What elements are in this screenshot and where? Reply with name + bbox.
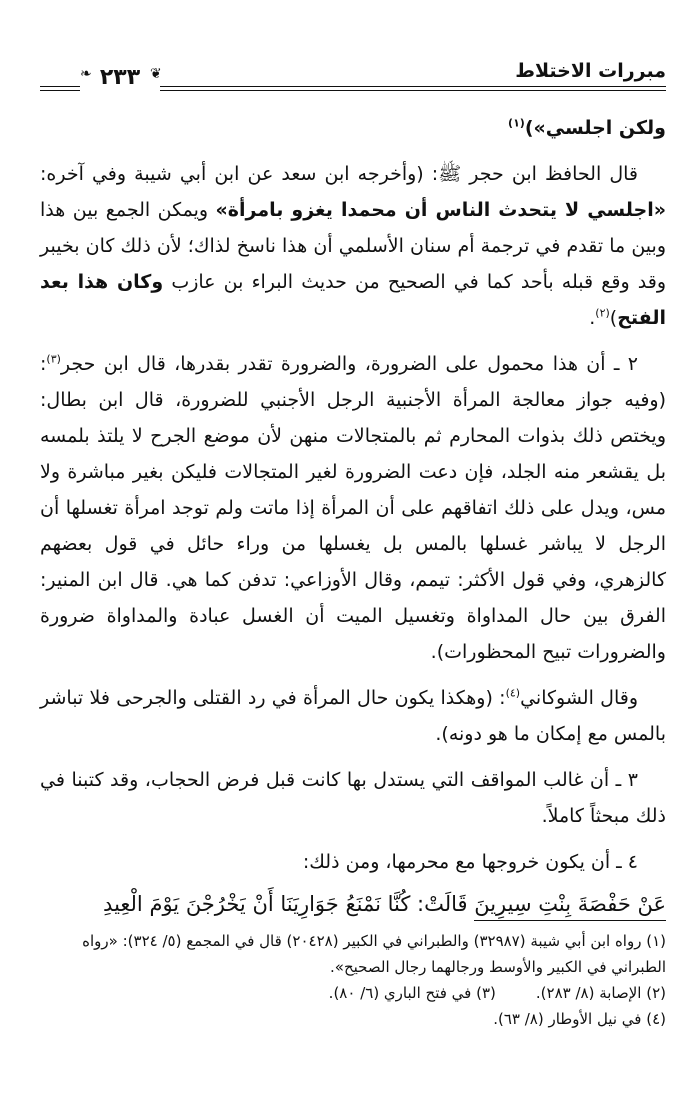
page-number: ٢٣٣ [99, 64, 141, 90]
footnote: (٣) في فتح الباري (٦/ ٨٠). [328, 984, 496, 1002]
text: وقال الشوكاني [520, 687, 639, 709]
footnote-ref: (٢) [595, 306, 610, 320]
text: : (وهكذا يكون حال المرأة في رد القتلى والجرحى فلا تباشر بالمس مع إمكان ما هو دونه). [40, 687, 666, 745]
page-number-box [84, 60, 156, 94]
text: ولكن اجلسي») [524, 117, 666, 139]
paragraph [40, 156, 666, 336]
main-text [40, 110, 666, 934]
paragraph: ٤ ـ أن يكون خروجها مع محرمها، ومن ذلك: [302, 851, 638, 873]
footnote-ref: (٤) [505, 686, 521, 700]
running-title: مبررات الاختلاط [509, 60, 666, 82]
footnote: (٢) الإصابة (٨/ ٢٨٣). [535, 984, 666, 1002]
text: ويمكن الجمع بين هذا وبين ما تقدم في ترجمة أم سنان الأسلمي أن هذا ناسخ لذاك؛ لأن ذلك كان بخيبر وقد وقع قبله بأحد كما في الصحيح من حديث البراء بن عازب [40, 199, 667, 293]
paragraph [40, 680, 666, 752]
ornament-icon: ❦ [150, 66, 162, 82]
footnote: (١) رواه ابن أبي شيبة (٣٢٩٨٧) والطبراني في الكبير (٢٠٤٢٨) قال في المجمع (٥/ ٣٢٤): «رواه الطبراني في الكبير والأوسط ورجالهما رجال الصحيح». [82, 932, 666, 976]
ornament-icon: ❧ [80, 66, 92, 82]
text: : (وفيه جواز معالجة المرأة الأجنبية الرجل الأجنبي للضرورة، قال ابن بطال: ويختص ذلك بذوات المحارم ثم بالمتجالات منهن لأن موضع الجرح لا يلتذ بلمسه بل يقشعر منه الجلد، فإن دعت الضرورة لغير المتجالات فليكن بغير مباشرة ولا مس، ويدل على ذلك اتفاقهم على أن المرأة إذا ماتت ولم توجد امرأة تغسلها أن الرجل لا يباشر غسلها بالمس بل يغسلها من وراء حائل في قول بعضهم كالزهري، وفي قول الأكثر: تيمم، وقال الأوزاعي: تدفن كما هي. قال ابن المنير: الفرق بين حال المداواة وتغسيل الميت أن الغسل عبادة والمداواة ضرورة والضرورات تبيح المحظورات). [40, 353, 666, 663]
text: . [589, 307, 596, 329]
header-rule [40, 90, 80, 91]
header-rule [40, 86, 80, 87]
paragraph: ٣ ـ أن غالب المواقف التي يستدل بها كانت قبل فرض الحجاب، وقد كتبنا في ذلك مبحثاً كاملاً. [40, 769, 666, 827]
paragraph [40, 110, 666, 146]
text: قال الحافظ ابن حجر ﷺ: (وأخرجه ابن سعد عن ابن أبي شيبة وفي آخره: [40, 163, 638, 185]
footnotes [40, 928, 666, 1032]
footnote: (٤) في نيل الأوطار (٨/ ٦٣). [493, 1010, 666, 1028]
text: وكان هذا بعد الفتح [40, 271, 666, 329]
text: ٢ ـ أن هذا محمول على الضرورة، والضرورة تقدر بقدرها، قال ابن حجر [60, 353, 638, 375]
footnote-ref: (٣) [46, 352, 61, 366]
text: «اجلسي لا يتحدث الناس أن محمدا يغزو بامرأة» [215, 199, 667, 221]
page-header [40, 58, 666, 98]
text: ) [609, 307, 618, 329]
footnote-separator [474, 920, 666, 921]
hadith-text: عَنْ حَفْصَةَ بِنْتِ سِيرِينَ قَالَتْ: كُنَّا نَمْنَعُ جَوَارِيَنَا أَنْ يَخْرُجْنَ يَوْمَ الْعِيدِ [103, 892, 666, 916]
footnote-row [40, 980, 666, 1006]
header-rule [160, 90, 666, 91]
header-rule [160, 86, 666, 87]
paragraph [40, 346, 666, 670]
footnote-ref: (١) [508, 116, 525, 130]
